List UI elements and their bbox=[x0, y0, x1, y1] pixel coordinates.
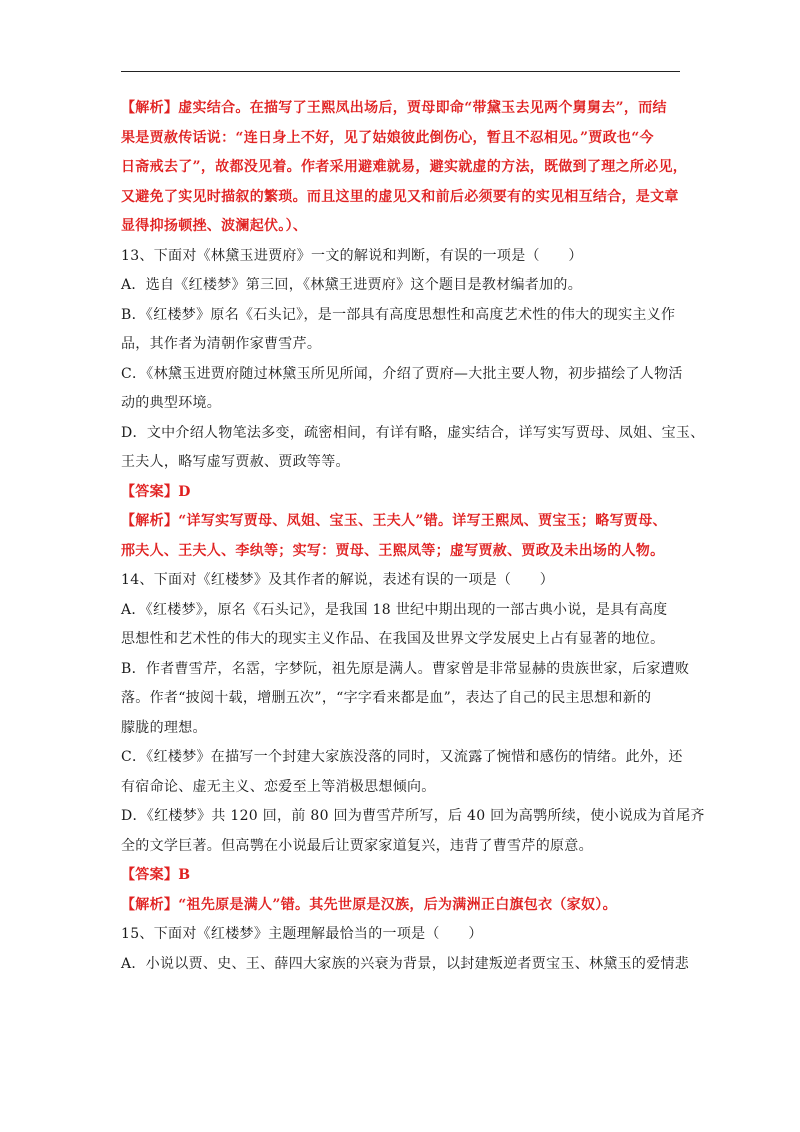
answer-line: 【答案】B bbox=[121, 867, 191, 883]
question-line: 有宿命论、虚无主义、恋爱至上等消极思想倾向。 bbox=[121, 778, 436, 795]
document-body bbox=[121, 94, 705, 979]
question-line: 品，其作者为清朝作家曹雪芹。 bbox=[121, 336, 322, 352]
question-line: D．文中介绍人物笔法多变，疏密相间，有详有略，虚实结合，详写实写贾母、凤姐、宝玉、 bbox=[121, 424, 705, 441]
question-line: 15、下面对《红楼梦》主题理解最恰当的一项是（ ） bbox=[121, 926, 483, 942]
question-line: B．作者曹雪芹，名霑，字梦阮，祖先原是满人。曹家曾是非常显赫的贵族世家，后家遭败 bbox=[121, 660, 690, 677]
analysis-line: 果是贾赦传话说：“连日身上不好，见了姑娘彼此倒伤心，暂且不忍相见。”贾政也“今 bbox=[121, 129, 654, 146]
question-line: B．《红楼梦》原名《石头记》，是一部具有高度思想性和高度艺术性的伟大的现实主义作 bbox=[121, 306, 676, 323]
answer-line: 【答案】D bbox=[121, 483, 191, 500]
analysis-line: 日斋戒去了”，故都没见着。作者采用避难就易，避实就虚的方法，既做到了理之所必见， bbox=[121, 159, 688, 175]
analysis-line: 邢夫人、王夫人、李纨等；实写：贾母、王熙凤等；虚写贾赦、贾政及未出场的人物。 bbox=[121, 542, 665, 559]
question-line: C．《红楼梦》在描写一个封建大家族没落的同时，又流露了惋惜和感伤的情绪。此外，还 bbox=[121, 749, 683, 765]
analysis-line: 【解析】“详写实写贾母、凤姐、宝玉、王夫人”错。详写王熙凤、贾宝玉；略写贾母、 bbox=[121, 513, 667, 529]
question-line: A．选自《红楼梦》第三回，《林黛王进贾府》这个题目是教材编者加的。 bbox=[121, 277, 583, 293]
header-rule bbox=[121, 71, 680, 72]
analysis-line: 【解析】“祖先原是满人”错。其先世原是汉族，后为满洲正白旗包衣（家奴）。 bbox=[121, 896, 617, 913]
question-line: A．《红楼梦》，原名《石头记》，是我国 18 世纪中期出现的一部古典小说，是具有高度 bbox=[121, 601, 668, 618]
question-line: 朦胧的理想。 bbox=[121, 719, 207, 736]
question-line: C．《林黛玉进贾府随过林黛玉所见所闻，介绍了贾府—大批主要人物，初步描绘了人物活 bbox=[121, 365, 683, 382]
question-line: 落。作者“披阅十载，增删五次”，“字字看来都是血”，表达了自己的民主思想和新的 bbox=[121, 690, 652, 706]
question-line: 全的文学巨著。但高鹗在小说最后让贾家家道复兴，违背了曹雪芹的原意。 bbox=[121, 837, 593, 854]
question-line: 王夫人，略写虚写贾赦、贾政等等。 bbox=[121, 454, 350, 470]
analysis-line: 【解析】虚实结合。在描写了王熙凤出场后，贾母即命“带黛玉去见两个舅舅去”，而结 bbox=[121, 100, 667, 116]
analysis-line: 又避免了实见时描叙的繁琐。而且这里的虚见又和前后必须要有的实见相互结合，是文章 bbox=[121, 188, 679, 205]
question-line: 13、下面对《林黛玉进贾府》一文的解说和判断，有误的一项是（ ） bbox=[121, 247, 583, 264]
question-line: 思想性和艺术性的伟大的现实主义作品、在我国及世界文学发展史上占有显著的地位。 bbox=[121, 631, 665, 647]
question-line: D．《红楼梦》共 120 回，前 80 回为曹雪芹所写，后 40 回为高鹗所续，使小说成为首尾齐 bbox=[121, 808, 705, 824]
question-line: A．小说以贾、史、王、薛四大家族的兴衰为背景，以封建叛逆者贾宝玉、林黛玉的爱情悲 bbox=[121, 955, 690, 972]
analysis-line: 显得抑扬顿挫、波澜起伏。）、 bbox=[121, 218, 308, 234]
question-line: 动的典型环境。 bbox=[121, 395, 222, 411]
question-line: 14、下面对《红楼梦》及其作者的解说，表述有误的一项是（ ） bbox=[121, 572, 555, 588]
